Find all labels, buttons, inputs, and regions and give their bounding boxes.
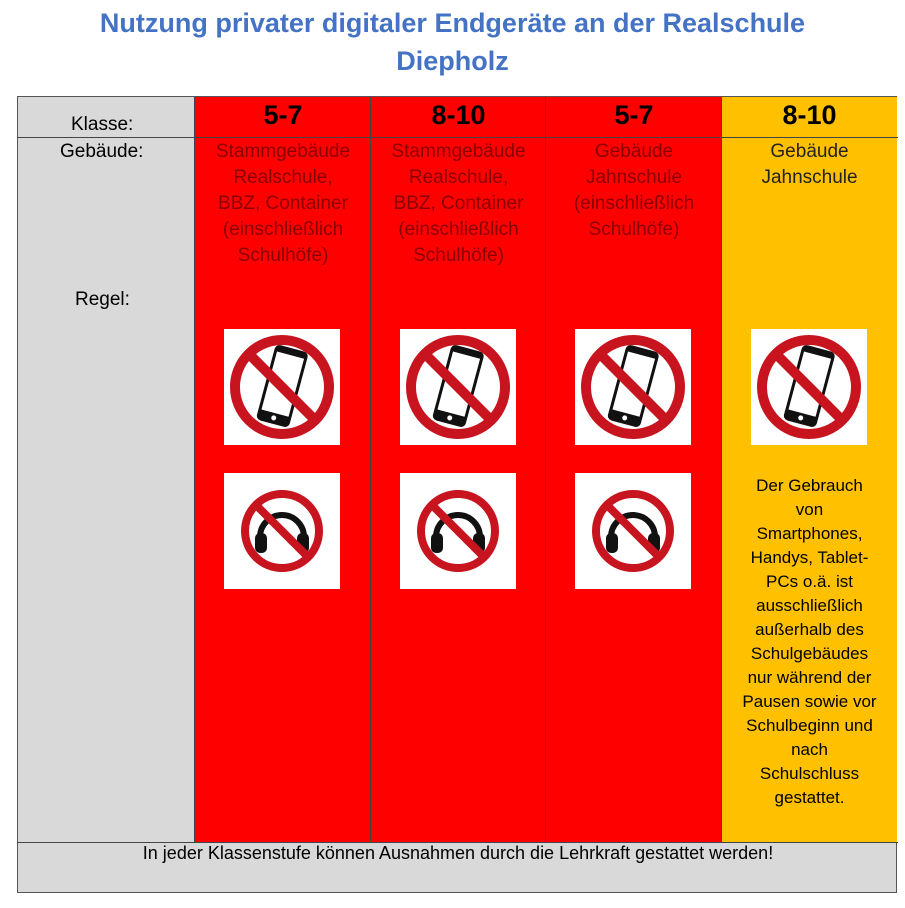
no-headphones-icon: [400, 473, 516, 589]
gebaeude-label: Gebäude:: [60, 141, 144, 162]
gebaeude-line: Realschule,: [233, 167, 333, 188]
klasse-8-10: 8-10: [782, 100, 837, 130]
klasse-8-10: 8-10: [431, 100, 486, 130]
gebaeude-line: Jahnschule: [761, 167, 858, 188]
no-smartphone-icon: [751, 329, 867, 445]
gebaeude-line: Jahnschule: [585, 167, 683, 188]
no-smartphone-icon: [400, 329, 516, 445]
no-smartphone-icon: [224, 329, 340, 445]
gebaeude-line: Gebäude: [770, 141, 849, 162]
rule-line: PCs o.ä. ist: [766, 572, 853, 591]
gebaeude-line: (einschließlich: [222, 219, 344, 240]
gebaeude-line: Schulhöfe): [588, 219, 680, 240]
klasse-5-7: 5-7: [614, 100, 654, 130]
gebaeude-line: Gebäude: [594, 141, 674, 162]
rule-line: ausschließlich: [756, 596, 863, 615]
usage-rule-text: [722, 474, 897, 810]
rule-line: gestattet.: [774, 788, 845, 807]
rule-line: Der Gebrauch: [756, 476, 863, 495]
title-line-1: Nutzung privater digitaler Endgeräte an der Realschule: [99, 8, 806, 38]
gebaeude-text: [195, 139, 371, 269]
rule-line: Schulgebäudes: [750, 644, 869, 663]
rule-line: Pausen sowie vor: [742, 692, 877, 711]
klasse-label: Klasse:: [71, 114, 134, 135]
gebaeude-line: Schulhöfe): [413, 245, 504, 266]
klasse-5-7: 5-7: [263, 100, 303, 130]
no-smartphone-icon: [575, 329, 691, 445]
rule-line: von: [795, 500, 824, 519]
gebaeude-line: (einschließlich: [573, 193, 695, 214]
rules-table: [17, 96, 897, 893]
no-headphones-icon: [224, 473, 340, 589]
rule-line: nur während der: [747, 668, 872, 687]
page-title: [0, 4, 905, 80]
rule-line: Schulbeginn und: [746, 716, 873, 735]
rule-line: Handys, Tablet-: [750, 548, 869, 567]
gebaeude-text: [722, 139, 897, 191]
rule-line: außerhalb des: [755, 620, 864, 639]
rule-line: nach: [791, 740, 828, 759]
rule-line: Smartphones,: [756, 524, 863, 543]
gebaeude-text: [371, 139, 546, 269]
gebaeude-line: Realschule,: [408, 167, 509, 188]
footer-note: In jeder Klassenstufe können Ausnahmen durch die Lehrkraft gestattet werden!: [142, 843, 774, 863]
regel-label: Regel:: [75, 289, 130, 310]
gebaeude-line: (einschließlich: [398, 219, 519, 240]
gebaeude-line: Schulhöfe): [237, 245, 329, 266]
divider: [18, 137, 898, 138]
rule-line: Schulschluss: [759, 764, 860, 783]
gebaeude-line: BBZ, Container: [393, 193, 524, 214]
gebaeude-line: Stammgebäude: [391, 141, 526, 162]
no-headphones-icon: [575, 473, 691, 589]
gebaeude-line: BBZ, Container: [218, 193, 348, 214]
title-line-2: Diepholz: [396, 46, 509, 76]
gebaeude-text: [546, 139, 722, 243]
gebaeude-line: Stammgebäude: [215, 141, 351, 162]
